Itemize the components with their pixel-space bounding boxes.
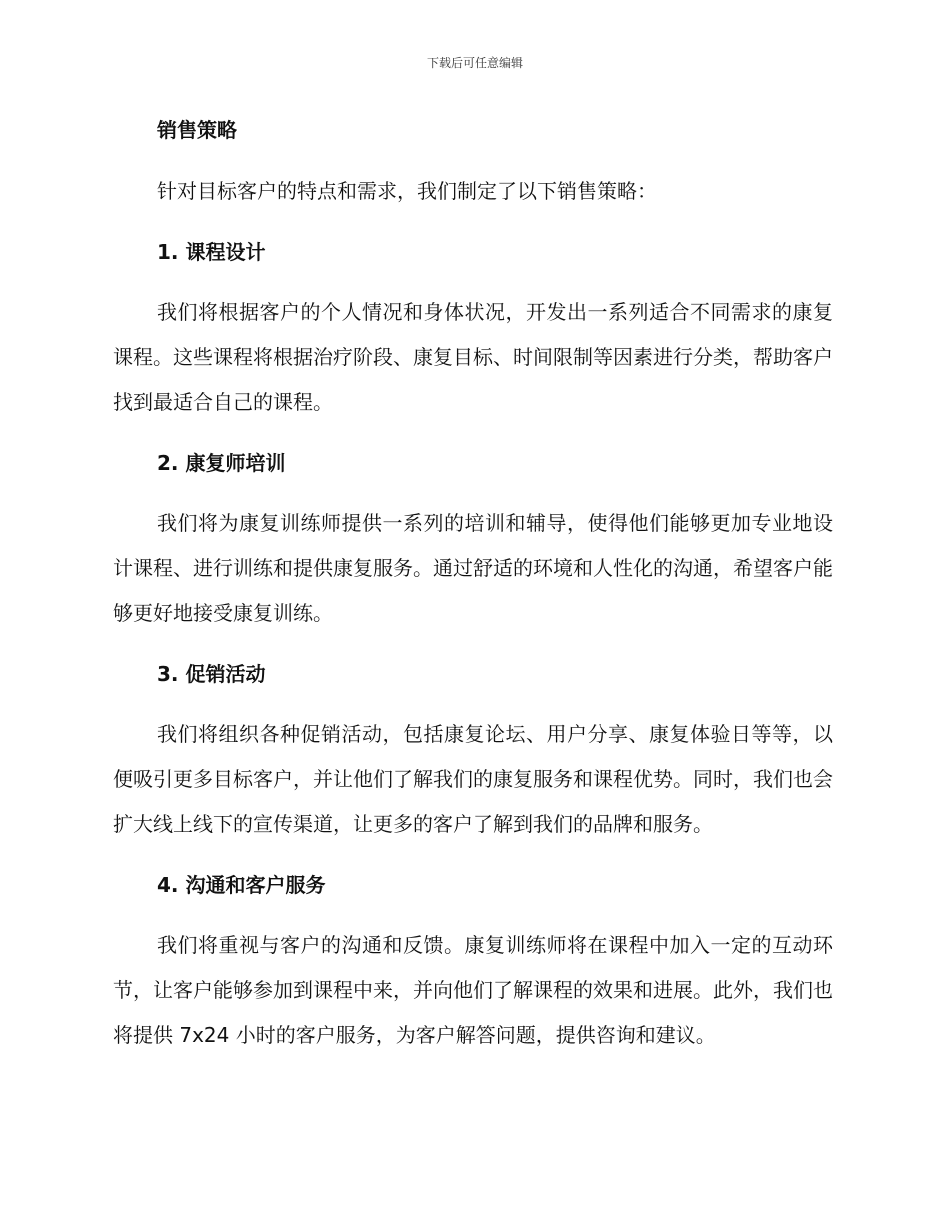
section-heading-trainer-training: 2. 康复师培训	[157, 451, 286, 475]
intro-paragraph: 针对目标客户的特点和需求，我们制定了以下销售策略：	[157, 179, 657, 203]
section-heading-customer-service: 4. 沟通和客户服务	[157, 873, 326, 897]
section-heading-course-design: 1. 课程设计	[157, 240, 266, 264]
section-body-promotions: 我们将组织各种促销活动，包括康复论坛、用户分享、康复体验日等等，以便吸引更多目标客户，并让他们了解我们的康复服务和课程优势。同时，我们也会扩大线上线下的宣传渠道，让更多的客户了解到我们的品牌和服务。	[113, 722, 833, 836]
document-body	[113, 112, 833, 1058]
section-body-trainer-training: 我们将为康复训练师提供一系列的培训和辅导，使得他们能够更加专业地设计课程、进行训练和提供康复服务。通过舒适的环境和人性化的沟通，希望客户能够更好地接受康复训练。	[113, 511, 833, 625]
section-body-course-design: 我们将根据客户的个人情况和身体状况，开发出一系列适合不同需求的康复课程。这些课程将根据治疗阶段、康复目标、时间限制等因素进行分类，帮助客户找到最适合自己的课程。	[113, 300, 833, 414]
section-heading-promotions: 3. 促销活动	[157, 662, 266, 686]
document-title: 销售策略	[157, 118, 237, 142]
header-note: 下载后可任意编辑	[426, 56, 523, 70]
section-body-customer-service: 我们将重视与客户的沟通和反馈。康复训练师将在课程中加入一定的互动环节，让客户能够参加到课程中来，并向他们了解课程的效果和进展。此外，我们也将提供 7x24 小时的客户服务，为客户解答问题，提供咨询和建议。	[113, 933, 833, 1047]
